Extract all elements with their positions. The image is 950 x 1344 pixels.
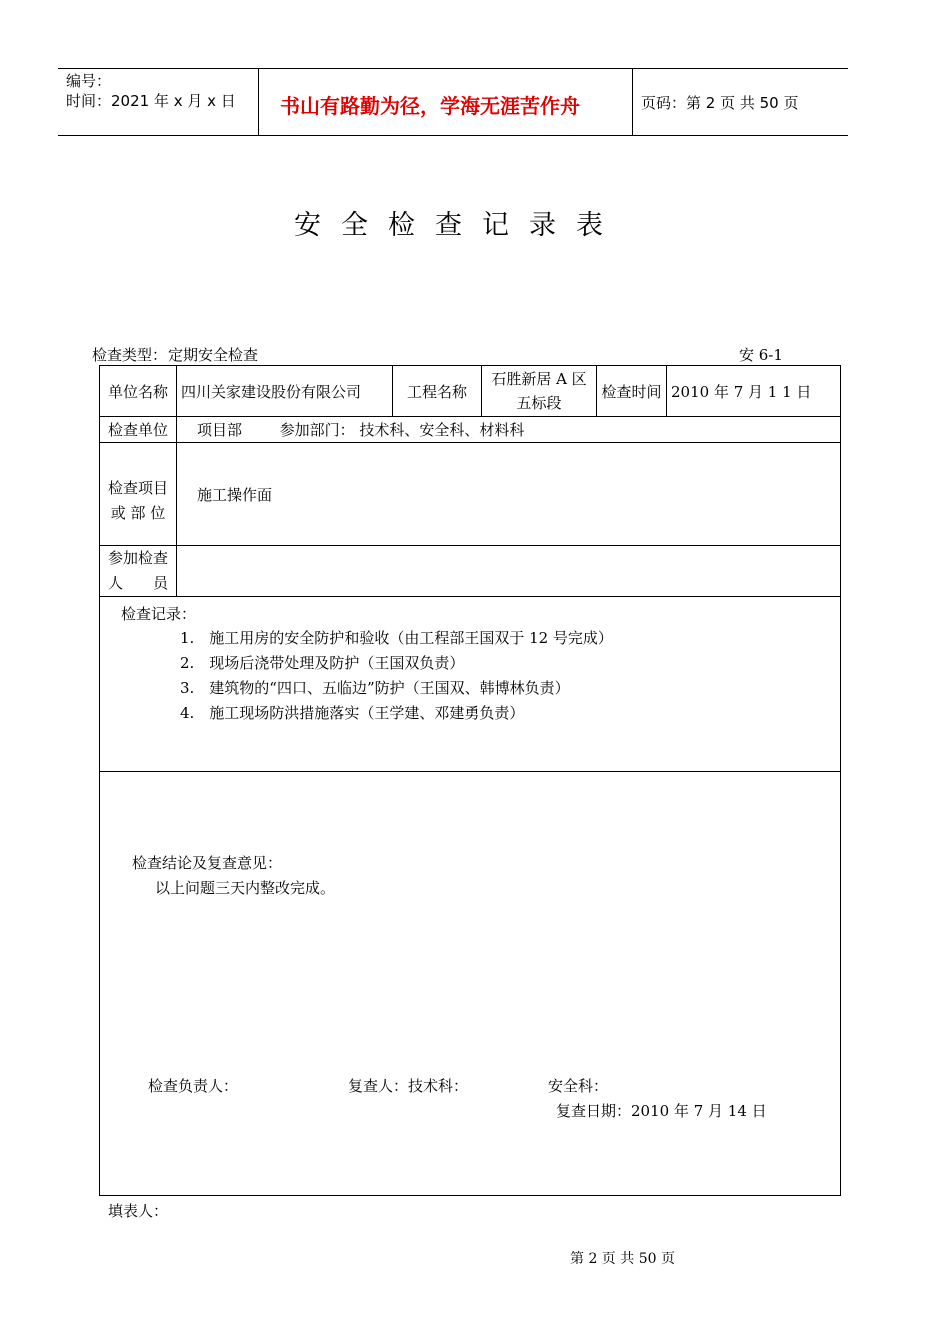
review-date: 复查日期：2010 年 7 月 14 日 [556,1102,767,1120]
item-label-line2: 或 部 位 [110,504,166,522]
reviewer-label: 复查人：技术科： [348,1077,469,1095]
participants-label-line1: 参加检查 [107,549,168,567]
page-footer: 第 2 页 共 50 页 [570,1251,675,1267]
record-item-2: 2. 现场后浇带处理及防护（王国双负责） [180,654,465,672]
filler-label: 填表人： [108,1202,169,1220]
project-name-line1: 石胜新居 A 区 [491,370,587,388]
check-unit-label: 检查单位 [100,417,177,443]
records-label: 检查记录： [121,605,197,623]
time-label: 时间：2021 年 x 月 x 日 [66,92,236,110]
unit-name-value: 四川关家建设股份有限公司 [177,366,393,417]
inspection-table [99,365,841,1196]
dept-value: 技术科、安全科、材料科 [359,421,525,439]
check-time-label: 检查时间 [597,366,667,417]
inspector-label: 检查负责人： [148,1077,239,1095]
item-label-line1: 检查项目 [107,479,168,497]
header-bottom-rule [58,135,848,136]
motto-text: 书山有路勤为径，学海无涯苦作舟 [280,94,580,118]
form-code: 安 6-1 [739,346,783,364]
dept-label: 参加部门： [279,421,355,439]
participants-value [177,546,841,597]
conclusion-cell [100,772,841,1196]
conclusion-label: 检查结论及复查意见： [132,854,283,872]
header-divider-right [632,68,633,136]
safety-label: 安全科： [548,1077,609,1095]
participants-label [100,546,177,597]
project-name-label: 工程名称 [393,366,482,417]
project-name-line2: 五标段 [516,394,562,412]
check-unit-row [177,417,841,443]
serial-number-label: 编号： [66,72,112,90]
conclusion-text: 以上问题三天内整改完成。 [155,879,336,897]
participants-label-line2: 人 员 [107,574,168,592]
check-type-value: 定期安全检查 [168,344,290,366]
record-item-3: 3. 建筑物的“四口、五临边”防护（王国双、韩博林负责） [180,679,570,697]
item-label [100,443,177,546]
page-title: 安全检查记录表 [294,210,623,241]
check-time-value: 2010 年 7 月 1 1 日 [667,366,841,417]
check-type-label: 检查类型： [92,346,168,364]
record-item-1: 1. 施工用房的安全防护和验收（由工程部王国双于 12 号完成） [180,629,613,647]
check-unit-value: 项目部 [197,421,243,439]
unit-name-label: 单位名称 [100,366,177,417]
record-item-4: 4. 施工现场防洪措施落实（王学建、邓建勇负责） [180,704,525,722]
header-top-rule [58,68,848,69]
page-number-label: 页码：第 2 页 共 50 页 [641,94,799,112]
header-divider-left [258,68,259,136]
project-name-value [482,366,597,417]
item-value: 施工操作面 [177,443,841,546]
